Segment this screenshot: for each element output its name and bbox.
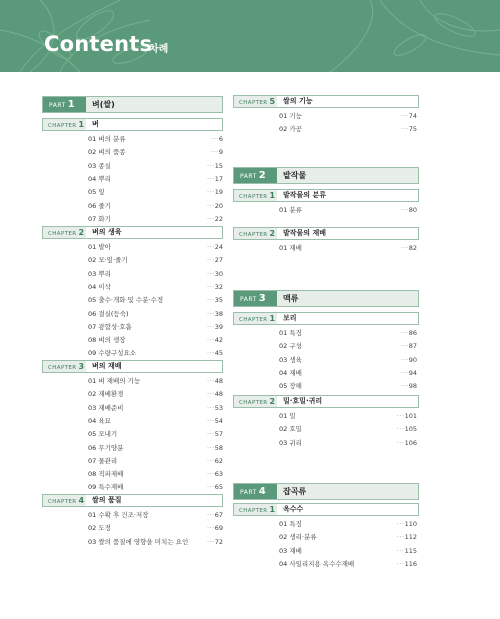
page-number: 62 [214, 456, 223, 465]
toc-entry[interactable] [88, 428, 223, 440]
toc-entry[interactable] [88, 481, 223, 493]
page-number: 24 [214, 243, 223, 251]
toc-entry[interactable] [279, 437, 417, 449]
chapter-label [234, 228, 277, 239]
toc-entry-page [207, 428, 223, 440]
chapter-title: 밭작물의 재배 [283, 229, 327, 237]
toc-entry[interactable] [279, 380, 417, 392]
part-title: 벼(쌀) [92, 100, 115, 109]
toc-entry[interactable] [279, 340, 417, 352]
toc-entry-title: 01 분류 [279, 206, 302, 214]
toc-entry-page [207, 241, 223, 253]
chapter-header [233, 395, 419, 408]
toc-entry-page [207, 536, 223, 548]
leader-dots: ··· [207, 390, 215, 399]
chapter-number: 2 [269, 229, 276, 238]
leader-dots: ··· [207, 336, 215, 345]
toc-entry-page [207, 294, 223, 306]
toc-entry-title: 02 호밀 [279, 425, 302, 434]
leader-dots: ··· [396, 546, 405, 555]
toc-entry-page [207, 468, 223, 480]
page-number: 58 [214, 443, 223, 452]
chapter-header [233, 503, 419, 516]
page-number: 80 [408, 206, 417, 214]
toc-entry[interactable] [88, 213, 223, 225]
toc-entry-page [401, 110, 417, 122]
page-number: 54 [214, 416, 223, 425]
part-number: 2 [258, 170, 267, 181]
toc-entry[interactable] [279, 423, 417, 435]
chapter-title: 쌀의 품질 [92, 496, 122, 504]
toc-entry-page [397, 437, 417, 449]
chapter-label [43, 495, 86, 506]
toc-entry-page [207, 402, 223, 414]
leader-dots: ··· [401, 342, 409, 351]
toc-entry[interactable] [279, 354, 417, 366]
toc-entry[interactable] [88, 536, 223, 548]
leader-dots: ··· [207, 537, 215, 546]
toc-entry[interactable] [279, 367, 417, 379]
toc-entry-title: 06 결실(등숙) [88, 309, 129, 318]
toc-entry-page [401, 242, 417, 254]
chapter-label [43, 119, 86, 130]
leader-dots: ··· [396, 412, 405, 420]
toc-entry[interactable] [88, 522, 223, 534]
chapter-number: 2 [78, 228, 85, 237]
page-number: 67 [214, 511, 223, 519]
chapter-label [234, 396, 277, 407]
leader-dots: ··· [207, 174, 215, 183]
toc-entry-page [397, 531, 417, 543]
page-number: 86 [408, 329, 417, 337]
toc-entry-title: 04 뿌리 [88, 174, 111, 183]
toc-entry-title: 09 특수재배 [88, 483, 124, 492]
part-label [43, 97, 86, 112]
page-number: 115 [404, 546, 417, 555]
page-number: 87 [408, 342, 417, 351]
leader-dots: ··· [401, 382, 409, 391]
toc-entry-title: 05 장해 [279, 382, 302, 391]
toc-entry[interactable] [88, 308, 223, 320]
toc-entry[interactable] [88, 173, 223, 185]
leader-dots: ··· [207, 256, 215, 265]
toc-entry-page [207, 160, 223, 172]
leader-dots: ··· [207, 243, 215, 251]
leader-dots: ··· [207, 188, 215, 197]
leader-dots: ··· [207, 456, 215, 465]
chapter-title: 벼 [92, 120, 99, 128]
page-number: 101 [404, 412, 417, 420]
toc-entry[interactable] [88, 468, 223, 480]
toc-entry[interactable] [88, 186, 223, 198]
page-number: 30 [214, 269, 223, 278]
page-number: 72 [214, 537, 223, 546]
toc-entry[interactable] [88, 200, 223, 212]
toc-entry-page [211, 146, 223, 158]
page-number: 69 [214, 524, 223, 533]
chapter-label [234, 96, 277, 107]
toc-entry-title: 02 구성 [279, 342, 302, 351]
chapter-title: 밭작물의 분류 [283, 191, 327, 199]
toc-entry-title: 03 귀리 [279, 438, 302, 447]
toc-entry-page [207, 186, 223, 198]
part-title: 밭작물 [283, 171, 307, 180]
leader-dots: ··· [211, 148, 219, 157]
toc-entry[interactable] [88, 347, 223, 359]
chapter-label-text: CHAPTER [239, 317, 268, 323]
part-label-text: PART [240, 296, 257, 303]
toc-entry-title: 02 재배환경 [88, 390, 124, 399]
chapter-label-text: CHAPTER [48, 123, 77, 129]
toc-entry-page [207, 481, 223, 493]
toc-entry-page [207, 213, 223, 225]
toc-entry-title: 03 생육 [279, 355, 302, 364]
chapter-title: 쌀의 기능 [283, 97, 313, 105]
toc-entry-page [211, 133, 223, 145]
toc-entry-page [207, 415, 223, 427]
toc-entry-page [207, 509, 223, 521]
toc-entry[interactable] [88, 160, 223, 172]
chapter-title: 밀·호밀·귀리 [283, 397, 323, 405]
leader-dots: ··· [207, 470, 215, 479]
chapter-label-text: CHAPTER [239, 194, 268, 200]
chapter-header [42, 226, 223, 239]
toc-entry-title: 05 잎 [88, 188, 105, 197]
chapter-title: 벼의 생육 [92, 228, 122, 236]
leader-dots: ··· [396, 533, 405, 542]
toc-entry-page [207, 522, 223, 534]
toc-entry-page [207, 254, 223, 266]
toc-entry[interactable] [279, 110, 417, 122]
page-number: 32 [214, 282, 223, 291]
part-label-text: PART [49, 102, 66, 109]
toc-entry-title: 02 도정 [88, 524, 111, 533]
toc-entry[interactable] [88, 415, 223, 427]
toc-entry-title: 01 재배 [279, 244, 302, 252]
leader-dots: ··· [396, 520, 405, 528]
leader-dots: ··· [207, 511, 215, 519]
toc-entry-title: 09 수량구성요소 [88, 349, 137, 358]
toc-entry-page [207, 442, 223, 454]
page-number: 110 [404, 520, 417, 528]
page-number: 9 [218, 148, 223, 157]
toc-entry-title: 07 화기 [88, 214, 111, 223]
toc-entry-title: 03 재배 [279, 546, 302, 555]
toc-entry[interactable] [279, 531, 417, 543]
page-number: 48 [214, 390, 223, 399]
leader-dots: ··· [207, 282, 215, 291]
leader-dots: ··· [207, 416, 215, 425]
toc-entry[interactable] [279, 558, 417, 570]
toc-entry-page [207, 173, 223, 185]
toc-entry-title: 01 수확 후 건조·저장 [88, 511, 149, 519]
leader-dots: ··· [207, 296, 215, 305]
toc-entry-title: 01 발아 [88, 243, 111, 251]
chapter-label [234, 504, 277, 515]
chapter-header [233, 227, 419, 240]
leader-dots: ··· [207, 483, 215, 492]
toc-entry-page [401, 327, 417, 339]
page-number: 48 [214, 377, 223, 385]
toc-entry-title: 05 출수·개화 및 수분·수정 [88, 296, 164, 305]
chapter-number: 4 [78, 496, 85, 505]
leader-dots: ··· [207, 430, 215, 439]
toc-entry[interactable] [88, 254, 223, 266]
toc-entry-title: 04 이삭 [88, 282, 111, 291]
part-label-text: PART [240, 489, 257, 496]
chapter-header [233, 189, 419, 202]
toc-entry-page [397, 558, 417, 570]
part-title: 잡곡류 [283, 487, 307, 496]
page-number: 19 [214, 188, 223, 197]
chapter-number: 3 [78, 362, 85, 371]
part-number: 3 [258, 293, 267, 304]
chapter-label-text: CHAPTER [48, 499, 77, 505]
chapter-label [234, 190, 277, 201]
toc-entry-title: 06 무기양분 [88, 443, 124, 452]
part-title: 맥류 [283, 294, 299, 303]
leader-dots: ··· [207, 214, 215, 223]
page-number: 22 [214, 214, 223, 223]
chapter-label [234, 313, 277, 324]
toc-entry[interactable] [88, 402, 223, 414]
toc-entry-page [207, 268, 223, 280]
toc-entry-page [401, 354, 417, 366]
toc-entry-title: 01 기능 [279, 112, 302, 120]
page-number: 65 [214, 483, 223, 492]
part-header [233, 290, 419, 307]
page-number: 6 [218, 135, 223, 143]
toc-entry-page [401, 380, 417, 392]
chapter-header [42, 360, 223, 373]
chapter-header [42, 118, 223, 131]
chapter-number: 5 [269, 97, 276, 106]
part-header [233, 167, 419, 184]
toc-entry-title: 02 생리·분류 [279, 533, 317, 542]
toc-entry[interactable] [279, 123, 417, 135]
toc-entry[interactable] [88, 133, 223, 145]
toc-entry-page [207, 200, 223, 212]
chapter-label [43, 227, 86, 238]
toc-entry[interactable] [88, 281, 223, 293]
toc-entry-title: 01 밀 [279, 412, 296, 420]
toc-entry[interactable] [88, 442, 223, 454]
toc-entry[interactable] [88, 509, 223, 521]
toc-entry-title: 01 벼 재배의 기능 [88, 377, 141, 385]
leader-dots: ··· [207, 161, 215, 170]
leader-dots: ··· [207, 322, 215, 331]
page-number: 63 [214, 470, 223, 479]
toc-entry-title: 01 특징 [279, 329, 302, 337]
page-number: 106 [404, 438, 417, 447]
page-subtitle: 차례 [149, 44, 169, 55]
toc-entry-title: 06 줄기 [88, 201, 111, 210]
toc-entry-title: 02 가공 [279, 125, 302, 134]
page-number: 57 [214, 430, 223, 439]
toc-entry-title: 04 육묘 [88, 416, 111, 425]
toc-entry-title: 08 직파재배 [88, 470, 124, 479]
toc-entry[interactable] [279, 518, 417, 530]
leader-dots: ··· [207, 403, 215, 412]
chapter-title: 옥수수 [283, 505, 304, 513]
toc-entry-page [401, 367, 417, 379]
leader-dots: ··· [396, 438, 405, 447]
toc-entry-title: 04 재배 [279, 368, 302, 377]
part-label [234, 291, 277, 306]
toc-entry-title: 01 벼의 분류 [88, 135, 126, 143]
page-number: 90 [408, 355, 417, 364]
part-header [233, 483, 419, 500]
toc-entry-title: 08 벼의 생장 [88, 336, 126, 345]
page-number: 94 [408, 368, 417, 377]
page-number: 116 [404, 559, 417, 568]
chapter-number: 1 [269, 314, 276, 323]
part-label-text: PART [240, 173, 257, 180]
page-number: 42 [214, 336, 223, 345]
leader-dots: ··· [207, 309, 215, 318]
toc-entry-page [207, 347, 223, 359]
toc-entry[interactable] [88, 455, 223, 467]
chapter-label-text: CHAPTER [239, 100, 268, 106]
leader-dots: ··· [401, 125, 409, 134]
chapter-number: 1 [78, 120, 85, 129]
toc-entry-title: 07 물관리 [88, 456, 118, 465]
leader-dots: ··· [401, 368, 409, 377]
toc-entry-page [397, 423, 417, 435]
leader-dots: ··· [401, 329, 409, 337]
toc-entry-page [397, 545, 417, 557]
toc-entry-page [207, 388, 223, 400]
chapter-label-text: CHAPTER [239, 508, 268, 514]
part-number: 4 [258, 486, 267, 497]
toc-entry-page [207, 455, 223, 467]
page-number: 82 [408, 244, 417, 252]
leader-dots: ··· [207, 201, 215, 210]
toc-entry-title: 02 벼의 품종 [88, 148, 126, 157]
page-number: 98 [408, 382, 417, 391]
chapter-label-text: CHAPTER [239, 232, 268, 238]
toc-entry-page [401, 204, 417, 216]
leader-dots: ··· [211, 135, 219, 143]
toc-entry[interactable] [279, 545, 417, 557]
page-number: 35 [214, 296, 223, 305]
chapter-title: 보리 [283, 314, 297, 322]
toc-entry-title: 03 재배준비 [88, 403, 124, 412]
toc-entry[interactable] [88, 375, 223, 387]
chapter-number: 1 [269, 505, 276, 514]
toc-entry[interactable] [88, 241, 223, 253]
toc-entry[interactable] [279, 242, 417, 254]
leader-dots: ··· [207, 269, 215, 278]
page-number: 27 [214, 256, 223, 265]
toc-entry[interactable] [88, 146, 223, 158]
toc-entry[interactable] [279, 204, 417, 216]
toc-entry-title: 04 사일리지용 옥수수재배 [279, 559, 355, 568]
leader-dots: ··· [401, 206, 409, 214]
page-number: 112 [404, 533, 417, 542]
part-number: 1 [67, 99, 76, 110]
toc-entry-page [207, 321, 223, 333]
chapter-label-text: CHAPTER [48, 231, 77, 237]
page-number: 15 [214, 161, 223, 170]
chapter-header [233, 95, 419, 108]
toc-entry-page [207, 334, 223, 346]
toc-entry-title: 03 종실 [88, 161, 111, 170]
page-number: 75 [408, 125, 417, 134]
page-number: 53 [214, 403, 223, 412]
toc-entry-title: 03 뿌리 [88, 269, 111, 278]
leader-dots: ··· [207, 349, 215, 358]
page-number: 45 [214, 349, 223, 358]
leader-dots: ··· [207, 524, 215, 533]
toc-entry-page [401, 123, 417, 135]
header-banner [0, 0, 500, 72]
toc-entry-title: 07 광합성·호흡 [88, 322, 132, 331]
leader-dots: ··· [207, 377, 215, 385]
page-number: 20 [214, 201, 223, 210]
toc-entry-page [207, 375, 223, 387]
leader-dots: ··· [396, 425, 405, 434]
page-number: 105 [404, 425, 417, 434]
part-header [42, 96, 223, 113]
toc-entry-title: 05 모내기 [88, 430, 118, 439]
page-number: 38 [214, 309, 223, 318]
toc-entry[interactable] [88, 321, 223, 333]
chapter-label-text: CHAPTER [48, 365, 77, 371]
toc-entry-title: 01 특징 [279, 520, 302, 528]
toc-entry[interactable] [88, 334, 223, 346]
toc-entry-page [397, 518, 417, 530]
toc-entry-title: 02 모·잎·줄기 [88, 256, 128, 265]
toc-entry[interactable] [88, 268, 223, 280]
chapter-number: 2 [269, 397, 276, 406]
toc-entry[interactable] [279, 410, 417, 422]
part-label [234, 168, 277, 183]
chapter-header [233, 312, 419, 325]
chapter-label [43, 361, 86, 372]
toc-entry-title: 03 쌀의 품질에 영향을 미치는 요인 [88, 537, 189, 546]
chapter-header [42, 494, 223, 507]
toc-entry-page [397, 410, 417, 422]
leader-dots: ··· [401, 244, 409, 252]
toc-entry-page [207, 281, 223, 293]
toc-entry[interactable] [279, 327, 417, 339]
toc-entry[interactable] [88, 294, 223, 306]
page-number: 17 [214, 174, 223, 183]
page-number: 39 [214, 322, 223, 331]
chapter-title: 벼의 재배 [92, 362, 122, 370]
toc-entry[interactable] [88, 388, 223, 400]
leader-dots: ··· [401, 112, 409, 120]
toc-entry-page [401, 340, 417, 352]
page-title: Contents [44, 32, 153, 56]
leader-dots: ··· [401, 355, 409, 364]
leader-dots: ··· [207, 443, 215, 452]
chapter-number: 1 [269, 191, 276, 200]
part-label [234, 484, 277, 499]
leader-dots: ··· [396, 559, 405, 568]
page-number: 74 [408, 112, 417, 120]
toc-entry-page [207, 308, 223, 320]
chapter-label-text: CHAPTER [239, 400, 268, 406]
